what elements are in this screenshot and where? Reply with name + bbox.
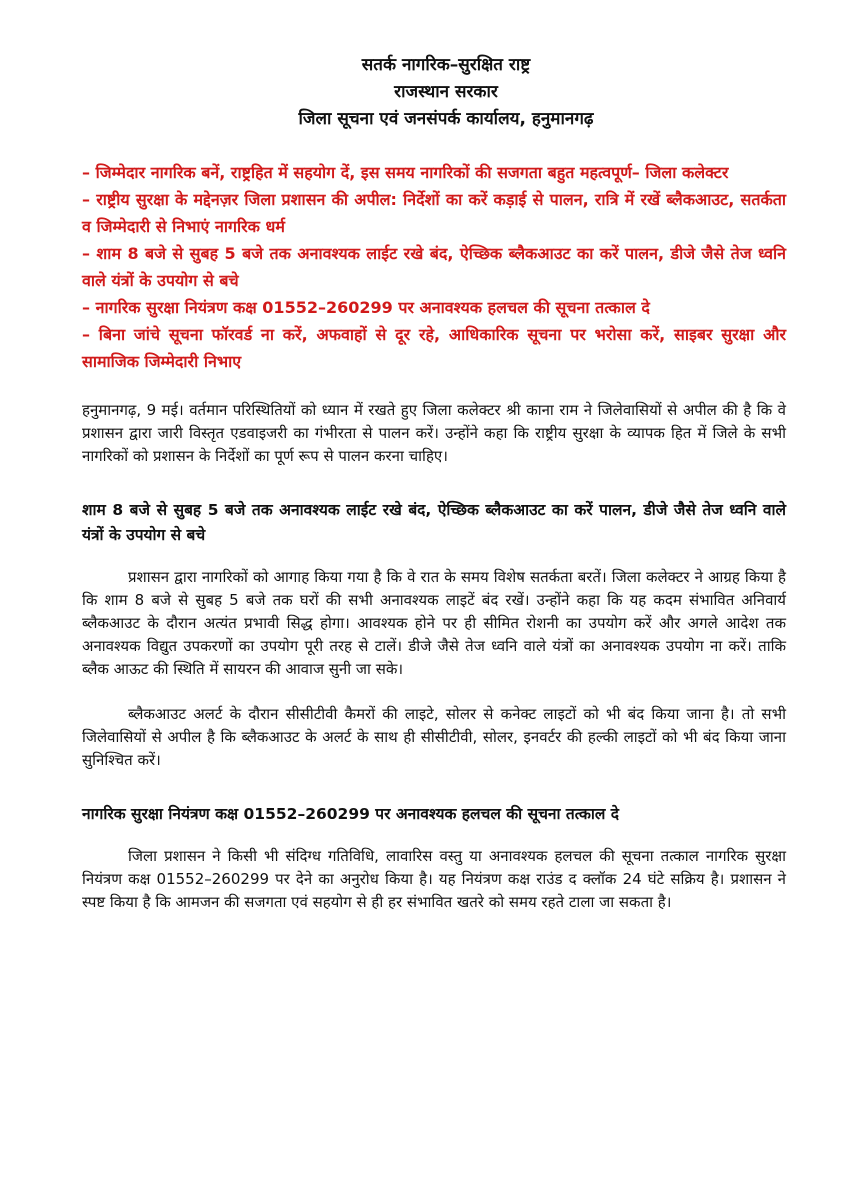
slogan-title: सतर्क नागरिक–सुरक्षित राष्ट्र: [361, 55, 531, 75]
control-room-paragraph: जिला प्रशासन ने किसी भी संदिग्ध गतिविधि, लावारिस वस्तु या अनावश्यक हलचल की सूचना तत्काल नागरिक सुरक्षा नियंत्रण कक्ष 01552–260299 पर देने का अनुरोध किया है। यह नियंत्रण कक्ष राउंड द क्लॉक 24 घंटे सक्रिय है। प्रशासन ने स्पष्ट किया है कि आमजन की सजगता एवं सहयोग से ही हर संभावित खतरे को समय रहते टाला जा सकता है।: [82, 847, 786, 911]
section-heading-control-room: नागरिक सुरक्षा नियंत्रण कक्ष 01552–260299 पर अनावश्यक हलचल की सूचना तत्काल दे: [82, 805, 620, 823]
document-header: [106, 52, 786, 133]
intro-paragraph: हनुमानगढ़, 9 मई। वर्तमान परिस्थितियों को ध्यान में रखते हुए जिला कलेक्टर श्री काना राम ने जिलेवासियों से अपील की है कि वे प्रशासन द्वारा जारी विस्तृत एडवाइजरी का गंभीरता से पालन करें। उन्होंने कहा कि राष्ट्रीय सुरक्षा के व्यापक हित में जिले के सभी नागरिकों को प्रशासन के निर्देशों का पूर्ण रूप से पालन करना चाहिए।: [82, 401, 786, 465]
blackout-paragraph-2: ब्लैकआउट अलर्ट के दौरान सीसीटीवी कैमरों की लाइटे, सोलर से कनेक्ट लाइटों को भी बंद किया जाना है। तो सभी जिलेवासियों से अपील है कि ब्लैकआउट के अलर्ट के साथ ही सीसीटीवी, सोलर, इनवर्टर की हल्की लाइटों को भी बंद किया जाना सुनिश्चित करें।: [82, 705, 786, 769]
blackout-paragraph-1: प्रशासन द्वारा नागरिकों को आगाह किया गया है कि वे रात के समय विशेष सतर्कता बरतें। जिला कलेक्टर ने आग्रह किया है कि शाम 8 बजे से सुबह 5 बजे तक घरों की सभी अनावश्यक लाइटें बंद रखें। उन्होंने कहा कि यह कदम संभावित अनिवार्य ब्लैकआउट के दौरान अत्यंत प्रभावी सिद्ध होगा। आवश्यक होने पर ही सीमित रोशनी का उपयोग करें और अगले आदेश तक अनावश्यक विद्युत उपकरणों का उपयोग पूरी तरह से टालें। डीजे जैसे तेज ध्वनि वाले यंत्रों का अनावश्यक उपयोग ना करें। ताकि ब्लैक आऊट की स्थिति में सायरन की आवाज सुनी जा सके।: [82, 568, 786, 678]
highlights-list: [82, 159, 786, 375]
office-name: जिला सूचना एवं जनसंपर्क कार्यालय, हनुमानगढ़: [298, 109, 594, 129]
highlight-item: – शाम 8 बजे से सुबह 5 बजे तक अनावश्यक लाईट रखे बंद, ऐच्छिक ब्लैकआउट का करें पालन, डीजे जैसे तेज ध्वनि वाले यंत्रों के उपयोग से बचे: [82, 244, 786, 290]
highlight-item: – नागरिक सुरक्षा नियंत्रण कक्ष 01552–260299 पर अनावश्यक हलचल की सूचना तत्काल दे: [82, 298, 650, 317]
section-heading-blackout: शाम 8 बजे से सुबह 5 बजे तक अनावश्यक लाईट रखे बंद, ऐच्छिक ब्लैकआउट का करें पालन, डीजे जैसे तेज ध्वनि वाले यंत्रों के उपयोग से बचे: [82, 501, 786, 544]
government-name: राजस्थान सरकार: [394, 82, 498, 102]
highlight-item: – जिम्मेदार नागरिक बनें, राष्ट्रहित में सहयोग दें, इस समय नागरिकों की सजगता बहुत महत्वपूर्ण– जिला कलेक्टर: [82, 163, 729, 182]
highlight-item: – राष्ट्रीय सुरक्षा के मद्देनज़र जिला प्रशासन की अपील: निर्देशों का करें कड़ाई से पालन, रात्रि में रखें ब्लैकआउट, सतर्कता व जिम्मेदारी से निभाएं नागरिक धर्म: [82, 190, 786, 236]
highlight-item: – बिना जांचे सूचना फॉरवर्ड ना करें, अफवाहों से दूर रहे, आधिकारिक सूचना पर भरोसा करें, साइबर सुरक्षा और सामाजिक जिम्मेदारी निभाए: [82, 325, 786, 371]
